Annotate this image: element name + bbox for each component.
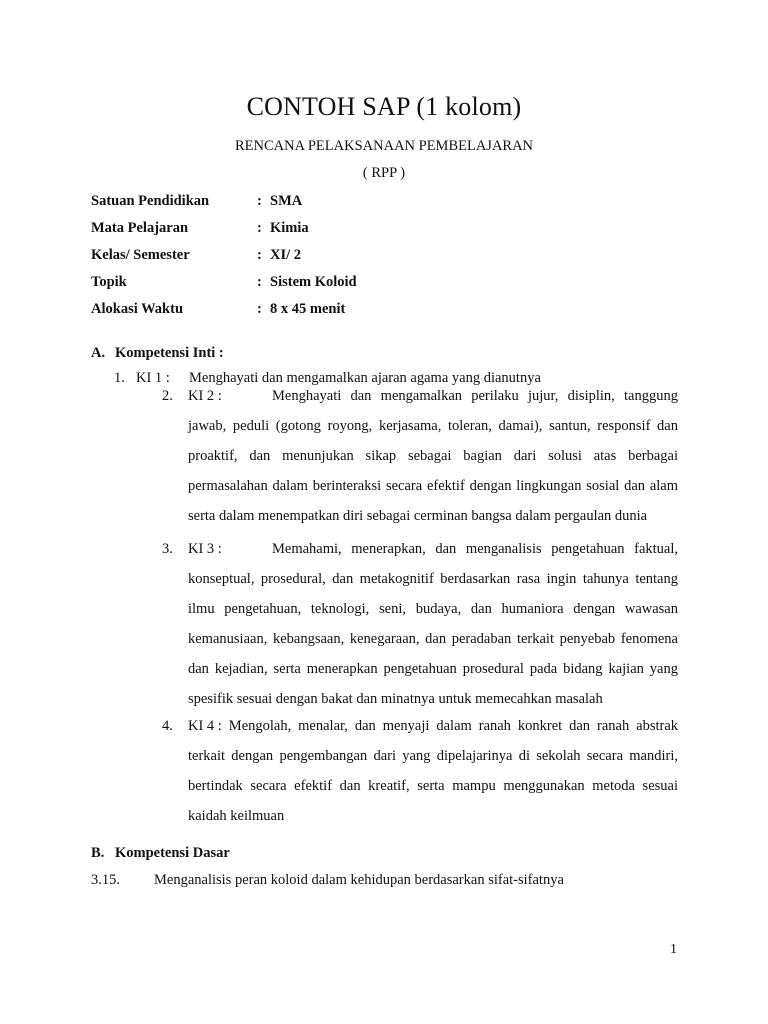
ki-item-2 [162, 381, 678, 531]
identity-value: XI/ 2 [270, 247, 302, 263]
identity-colon: : [257, 193, 262, 209]
identity-value: Kimia [270, 220, 309, 236]
identity-key: Satuan Pendidikan [91, 193, 210, 209]
document-title: CONTOH SAP (1 kolom) [246, 92, 522, 121]
ki-head: KI 1 : [136, 370, 170, 386]
identity-row-satuan-pendidikan [91, 193, 302, 210]
kd-number: 3.15. [91, 872, 120, 888]
section-b-label: B. [91, 845, 105, 861]
document-abbreviation: ( RPP ) [362, 165, 406, 181]
ki-content [188, 381, 678, 531]
kd-item-3-15 [91, 872, 564, 889]
ki-number: 1. [114, 370, 125, 386]
kd-text: Menganalisis peran koloid dalam kehidupan berdasarkan sifat-sifatnya [154, 872, 564, 888]
ki-item-4 [162, 711, 678, 831]
identity-value: Sistem Koloid [270, 274, 357, 290]
ki-item-3 [162, 534, 678, 714]
identity-row-alokasi-waktu [91, 301, 345, 318]
section-a-title: Kompetensi Inti : [115, 345, 224, 361]
identity-colon: : [257, 274, 262, 290]
ki-text: Mengolah, menalar, dan menyaji dalam ranah konkret dan ranah abstrak terkait dengan pengembangan dari yang dipelajarinya di sekolah secara mandiri, bertindak secara efektif dan kreatif, serta mampu menggunakan metoda sesuai kaidah keilmuan [188, 718, 679, 824]
ki-content [188, 534, 678, 714]
section-a-heading [91, 345, 224, 362]
ki-text: Menghayati dan mengamalkan ajaran agama yang dianutnya [189, 370, 541, 386]
identity-colon: : [257, 220, 262, 236]
identity-key: Topik [91, 274, 127, 290]
section-b-title: Kompetensi Dasar [115, 845, 230, 861]
identity-colon: : [257, 247, 262, 263]
ki-number: 4. [162, 718, 173, 734]
identity-key: Kelas/ Semester [91, 247, 190, 263]
ki-number: 2. [162, 388, 173, 404]
page-number: 1 [670, 942, 677, 957]
identity-key: Alokasi Waktu [91, 301, 184, 317]
section-a-label: A. [91, 345, 106, 361]
ki-text: Memahami, menerapkan, dan menganalisis pengetahuan faktual, konseptual, prosedural, dan metakognitif berdasarkan rasa ingin tahunya tentang ilmu pengetahuan, teknologi, seni, budaya, dan humaniora dengan wawasan kemanusiaan, kebangsaan, kenegaraan, dan peradaban terkait penyebab fenomena dan kejadian, serta menerapkan pengetahuan prosedural pada bidang kajian yang spesifik sesuai dengan bakat dan minatnya untuk memecahkan masalah [188, 541, 678, 707]
document-subtitle: RENCANA PELAKSANAAN PEMBELAJARAN [234, 138, 534, 154]
identity-row-mata-pelajaran [91, 220, 309, 237]
ki-head: KI 3 : [188, 541, 222, 557]
ki-head: KI 2 : [188, 388, 222, 404]
identity-row-kelas-semester [91, 247, 301, 264]
identity-colon: : [257, 301, 262, 317]
ki-number: 3. [162, 541, 173, 557]
ki-content [188, 711, 678, 831]
identity-value: SMA [270, 193, 303, 209]
ki-text: Menghayati dan mengamalkan perilaku jujur, disiplin, tanggung jawab, peduli (gotong royong, kerjasama, toleran, damai), santun, responsif dan proaktif, dan menunjukan sikap sebagai bagian dari solusi atas berbagai permasalahan dalam berinteraksi secara efektif dengan lingkungan sosial dan alam serta dalam menempatkan diri sebagai cerminan bangsa dalam pergaulan dunia [188, 388, 678, 524]
ki-head: KI 4 : [188, 718, 222, 734]
identity-value: 8 x 45 menit [270, 301, 346, 317]
section-b-heading [91, 845, 230, 862]
identity-row-topik [91, 274, 357, 291]
identity-key: Mata Pelajaran [91, 220, 189, 236]
